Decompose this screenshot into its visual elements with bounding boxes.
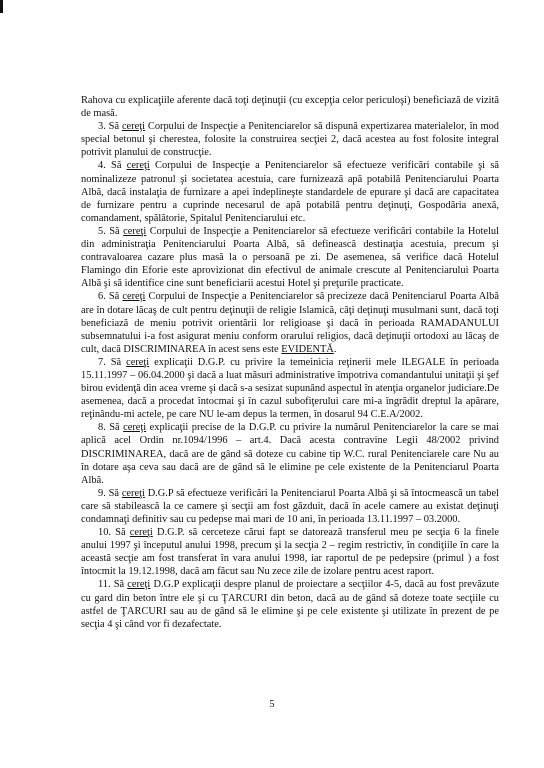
text-run: Corpului de Inspecţie a Penitenciarelor să efectueze verificări contabile şi să nominalizeze patronul şi societatea acestuia, care furnizează apă potabilă Penitenciarului Poarta Albă, dacă instalaţia de furnizare a apei îndeplineşte standardele de epurare şi dacă are capacitatea de furnizare pentru a cuprinde necesarul de apă potabilă pentru deţinuţi, Gospodăria anexă, comandament, spălătorie, Spitalul Penitenciarului etc. bbox=[81, 160, 499, 224]
text-run: explicaţii precise de la D.G.P. cu privire la numărul Penitenciarelor la care se mai aplică acel Ordin nr.1094/1996 – art.4. Dacă acesta contravine Legii 48/2002 privind DISCRIMINAREA, dacă are de gând să doteze cu cabine tip W.C. rural Penitenciarele care Nu au în dotare aşa ceva sau dacă are de gând să le elimine pe cele existente de la Penitenciarul Poarta Albă. bbox=[81, 422, 499, 486]
text-run: D.G.P explicaţii despre planul de proiectare a secţiilor 4-5, dacă au fost prevăzute cu gard din beton între ele şi cu ŢARCURI din beton, dacă au de gând să doteze toate secţiile cu astfel de ŢARCURI sau au de gând să le elimine şi pe cele existente şi utilizate în prezent de pe secţia 4 şi când vor fi dezafectate. bbox=[81, 579, 499, 630]
paragraph-4 bbox=[81, 159, 499, 224]
text-run: D.G.P. să cerceteze cărui fapt se datorează transferul meu pe secţia 6 la finele anului 1997 şi începutul anului 1998, precum şi la secţia 2 – regim restrictiv, în condiţiile în care la această secţie am fost transferat în vara anului 1998, iar raportul de pe pedepsire (primul ) a fost întocmit la 19.12.1998, dacă am făcut sau Nu zece zile de izolare pentru acest raport. bbox=[81, 527, 499, 578]
underlined-text: cereţi bbox=[122, 291, 146, 303]
underlined-text: cereţi bbox=[126, 160, 150, 172]
paragraph-8 bbox=[81, 421, 499, 486]
page-number: 5 bbox=[269, 699, 275, 710]
text-run: explicaţii D.G.P. cu privire la temeinicia reţinerii mele ILEGALE în perioada 15.11.1997 – 06.04.2000 şi dacă a luat măsuri administrative împotriva comandantului unitaţii şi şef birou evidenţă din acea vreme şi dacă s-a sesizat supunând aspectul în atenţia organelor judiciare.De asemenea, dacă a procedat întocmai şi în cazul subofiţerului care mi-a îngrădit dreptul la apărare, reţinându-mi actele, pe care NU le-am depus la termen, în dosarul 94 C.E.A/2002. bbox=[81, 356, 499, 421]
text-run: . bbox=[333, 343, 337, 355]
text-run: D.G.P să efectueze verificări la Penitenciarul Poarta Albă şi să întocmească un tabel care să stabilească la ce camere şi secţii am fost găzduit, dacă în acele camere au existat deţinuţi condamnaţi definitiv sau cu pedepse mai mari de 10 ani, în perioada 13.11.1997 – 03.2000. bbox=[81, 487, 499, 525]
underlined-text: cereţi bbox=[129, 527, 153, 539]
text-run: 4. Să bbox=[98, 160, 127, 172]
underlined-text: cereţi bbox=[121, 487, 145, 499]
text-run: 5. Să bbox=[98, 225, 124, 237]
text-run: 6. Să bbox=[98, 291, 123, 303]
text-run: 10. Să bbox=[98, 527, 130, 539]
paragraph-continuation bbox=[81, 94, 499, 120]
text-run: 7. Să bbox=[98, 356, 127, 368]
scan-corner-mark bbox=[0, 0, 3, 13]
paragraph-11 bbox=[81, 578, 499, 630]
underlined-text: cereţi bbox=[123, 225, 147, 237]
underlined-text: EVIDENTĂ bbox=[281, 343, 334, 355]
text-run: Rahova cu explicaţiile aferente dacă toţi deţinuţii (cu excepţia celor periculoşi) beneficiază de vizită de masă. bbox=[81, 95, 499, 120]
underlined-text: cereţi bbox=[126, 356, 150, 368]
text-run: Corpului de Inspecţie a Penitenciarelor să precizeze dacă Penitenciarul Poarta Albă are în dotare lăcaş de cult pentru deţinuţii de religie Islamică, câţi deţinuţi musulmani sunt, dacă toţi beneficiază de meniu potrivit orientării lor religioase şi dacă în perioada RAMADANULUI subsemnatului i-a fost asigurat meniu conform orarului religios, dacă deţinuţii ortodoxi au lăcaş de cult, dacă DISCRIMINAREA în acest sens este bbox=[81, 291, 499, 355]
text-run: 3. Să bbox=[98, 121, 122, 133]
text-run: 8. Să bbox=[98, 422, 124, 434]
paragraph-9 bbox=[81, 487, 499, 526]
paragraph-3 bbox=[81, 120, 499, 159]
text-run: 11. Să bbox=[98, 579, 128, 591]
text-run: Corpului de Inspecţie a Penitenciarelor să efectueze verificări contabile la Hotelul din administraţia Penitenciarului Poarta Albă, să definească destinaţia acestuia, precum şi contravaloarea cazare plus masă la o persoană pe zi. De asemenea, să verifice dacă Hotelul Flamingo din Eforie este aprovizionat din efectivul de animale crescute al Penitenciarului Poarta Albă şi să identifice cine sunt beneficiarii acestui Hotel şi preţurile practicate. bbox=[81, 225, 499, 290]
paragraph-6 bbox=[81, 290, 499, 355]
text-run: 9. Să bbox=[98, 487, 122, 499]
underlined-text: cereţi bbox=[121, 121, 146, 133]
underlined-text: cereţi bbox=[123, 422, 147, 434]
paragraph-5 bbox=[81, 225, 499, 290]
underlined-text: cereţi bbox=[127, 579, 151, 591]
document-body bbox=[81, 94, 499, 631]
text-run: Corpului de Inspecţie a Penitenciarelor să dispună expertizarea materialelor, în mod special betonul şi cherestea, folosite la construirea secţiei 2, dacă acestea au fost folosite integral potrivit planului de construcţie. bbox=[81, 121, 500, 159]
paragraph-10 bbox=[81, 526, 499, 578]
paragraph-7 bbox=[81, 356, 499, 421]
